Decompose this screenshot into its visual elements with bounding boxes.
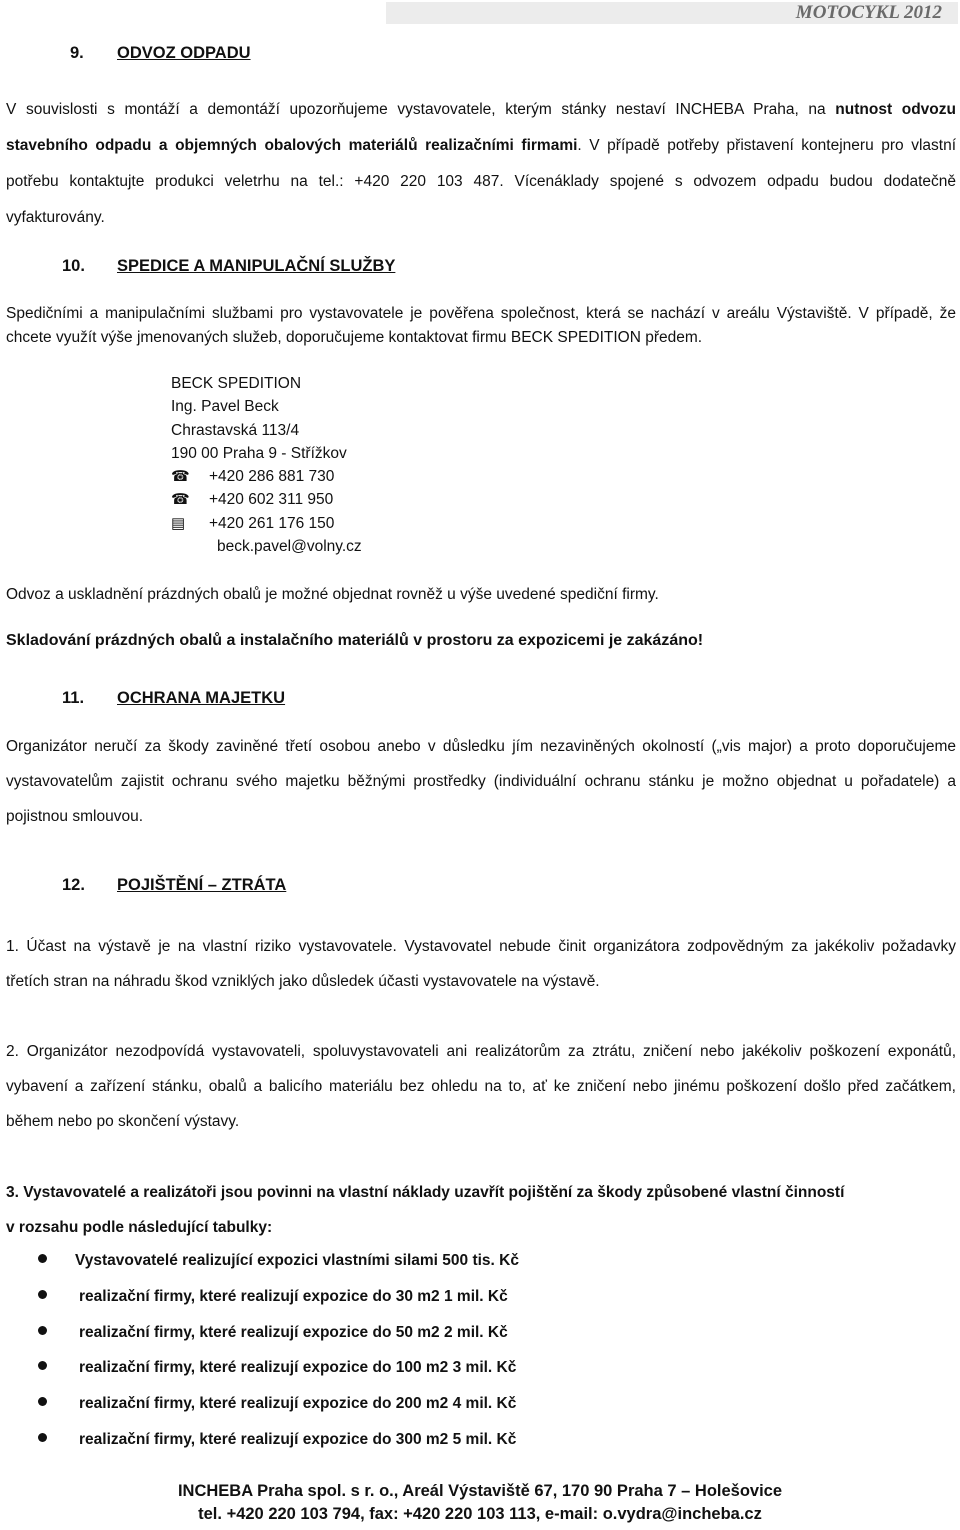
paragraph-line: potřebu kontaktujte produkci veletrhu na tel.: +420 220 103 487. Vícenáklady spojené s odvozem odpadu budou dodatečně — [6, 173, 956, 190]
paragraph-line: 2. Organizátor nezodpovídá vystavovateli, spoluvystavovateli ani realizátorům za ztrátu, zničení nebo jakékoliv poškození exponátů, — [6, 1043, 956, 1060]
section-title: OCHRANA MAJETKU — [117, 689, 286, 707]
paragraph-line — [6, 92, 956, 128]
section-9-paragraph — [6, 92, 956, 236]
section-10-warning: Skladování prázdných obalů a instalačního materiálů v prostoru za expozicemi je zakázáno! — [6, 632, 704, 649]
bold-span: nutnost odvozu — [835, 101, 956, 118]
phone-icon: ☎ — [171, 491, 190, 509]
paragraph-line: vystavovatelům zajistit ochranu svého majetku běžnými prostředky (individuální ochranu stánku je možno objednat u pořadatele) a — [6, 773, 956, 790]
phone-number: +420 602 311 950 — [209, 491, 334, 509]
bullet-text: realizační firmy, které realizují expozice do 300 m2 5 mil. Kč — [79, 1431, 517, 1448]
paragraph-line: pojistnou smlouvou. — [6, 808, 143, 825]
bullet-dot — [38, 1326, 47, 1335]
bold-span: stavebního odpadu a objemných obalových materiálů realizačními firmami — [6, 137, 578, 154]
insurance-bullet — [38, 1288, 508, 1306]
contact-company: BECK SPEDITION — [171, 375, 302, 392]
section-number: 9. — [70, 44, 84, 62]
paragraph-line: Organizátor neručí za škody zaviněné třetí osobou anebo v důsledku jím nezaviněných okolností („vis major) a proto doporučujeme — [6, 738, 956, 755]
bullet-text: realizační firmy, které realizují expozice do 200 m2 4 mil. Kč — [79, 1395, 517, 1412]
contact-city: 190 00 Praha 9 - Střížkov — [171, 444, 347, 462]
section-number: 11. — [62, 689, 85, 707]
section-12-item-2 — [6, 1034, 956, 1139]
contact-block — [171, 372, 362, 558]
text-span: . V případě potřeby přistavení kontejneru pro vlastní — [577, 137, 956, 154]
paragraph-line: třetích stran na náhradu škod vzniklých jako důsledek účasti vystavovatele na výstavě. — [6, 973, 600, 990]
insurance-bullet — [38, 1395, 516, 1413]
section-11-heading — [62, 689, 285, 708]
insurance-bullet — [38, 1431, 516, 1449]
phone-icon: ☎ — [171, 468, 190, 486]
bullet-text: realizační firmy, které realizují expozice do 100 m2 3 mil. Kč — [79, 1359, 517, 1376]
insurance-bullet — [38, 1359, 516, 1377]
contact-phone-1 — [171, 465, 362, 488]
paragraph-line: v rozsahu podle následující tabulky: — [6, 1219, 273, 1236]
bullet-text: realizační firmy, které realizují expozice do 30 m2 1 mil. Kč — [79, 1288, 508, 1305]
paragraph-line — [6, 128, 956, 164]
document-header-title: MOTOCYKL 2012 — [795, 2, 942, 23]
section-11-paragraph — [6, 729, 956, 834]
footer-contacts: tel. +420 220 103 794, fax: +420 220 103 113, e-mail: o.vydra@incheba.cz — [198, 1505, 762, 1523]
bullet-dot — [38, 1254, 47, 1263]
bullet-text: realizační firmy, které realizují expozice do 50 m2 2 mil. Kč — [79, 1324, 508, 1341]
section-9-heading — [70, 44, 251, 63]
footer-address: INCHEBA Praha spol. s r. o., Areál Výstaviště 67, 170 90 Praha 7 – Holešovice — [177, 1482, 783, 1500]
contact-street: Chrastavská 113/4 — [171, 421, 300, 439]
contact-email[interactable]: beck.pavel@volny.cz — [217, 538, 362, 556]
section-10-paragraph — [6, 302, 956, 350]
bullet-text: Vystavovatelé realizující expozici vlastními silami 500 tis. Kč — [75, 1252, 519, 1269]
section-title: ODVOZ ODPADU — [117, 44, 251, 62]
paragraph-line: chcete využít výše jmenovaných služeb, doporučujeme kontaktovat firmu BECK SPEDITION předem. — [6, 329, 703, 346]
section-12-item-1 — [6, 929, 956, 999]
contact-fax — [171, 512, 362, 535]
paragraph-line: vyfakturovány. — [6, 209, 105, 226]
phone-number: +420 286 881 730 — [209, 468, 335, 486]
fax-icon: ▤ — [171, 514, 186, 532]
paragraph-line: vybavení a zařízení stánku, obalů a balicího materiálu bez ohledu na to, ať ke zničení nebo jinému poškození došlo před začátkem, — [6, 1078, 956, 1095]
insurance-bullet — [38, 1324, 508, 1342]
section-12-item-3 — [6, 1175, 906, 1245]
bullet-dot — [38, 1290, 47, 1299]
section-12-heading — [62, 876, 286, 895]
section-title: SPEDICE A MANIPULAČNÍ SLUŽBY — [117, 257, 396, 275]
header-bar — [386, 2, 958, 24]
section-10-heading — [62, 257, 395, 276]
bullet-dot — [38, 1433, 47, 1442]
text-span: V souvislosti s montáží a demontáží upozorňujeme vystavovatele, kterým stánky nestaví INCHEBA Praha, na — [6, 101, 836, 118]
insurance-bullet — [38, 1252, 519, 1270]
paragraph-line: Spedičními a manipulačními službami pro vystavovatele je pověřena společnost, která se nachází v areálu Výstaviště. V případě, že — [6, 305, 956, 322]
fax-number: +420 261 176 150 — [209, 514, 335, 532]
paragraph-line: 1. Účast na výstavě je na vlastní riziko vystavovatele. Vystavovatel nebude činit organizátora zodpovědným za jakékoliv požadavky — [6, 938, 956, 955]
contact-phone-2 — [171, 488, 362, 511]
bullet-dot — [38, 1361, 47, 1370]
bullet-dot — [38, 1397, 47, 1406]
section-number: 10. — [62, 257, 85, 275]
section-10-note: Odvoz a uskladnění prázdných obalů je možné objednat rovněž u výše uvedené spediční firmy. — [6, 586, 659, 603]
contact-person: Ing. Pavel Beck — [171, 398, 279, 416]
paragraph-line: během nebo po skončení výstavy. — [6, 1113, 240, 1130]
paragraph-line: 3. Vystavovatelé a realizátoři jsou povinni na vlastní náklady uzavřít pojištění za škody způsobené vlastní činností — [6, 1184, 845, 1201]
section-title: POJIŠTĚNÍ – ZTRÁTA — [117, 876, 287, 894]
section-number: 12. — [62, 876, 85, 894]
